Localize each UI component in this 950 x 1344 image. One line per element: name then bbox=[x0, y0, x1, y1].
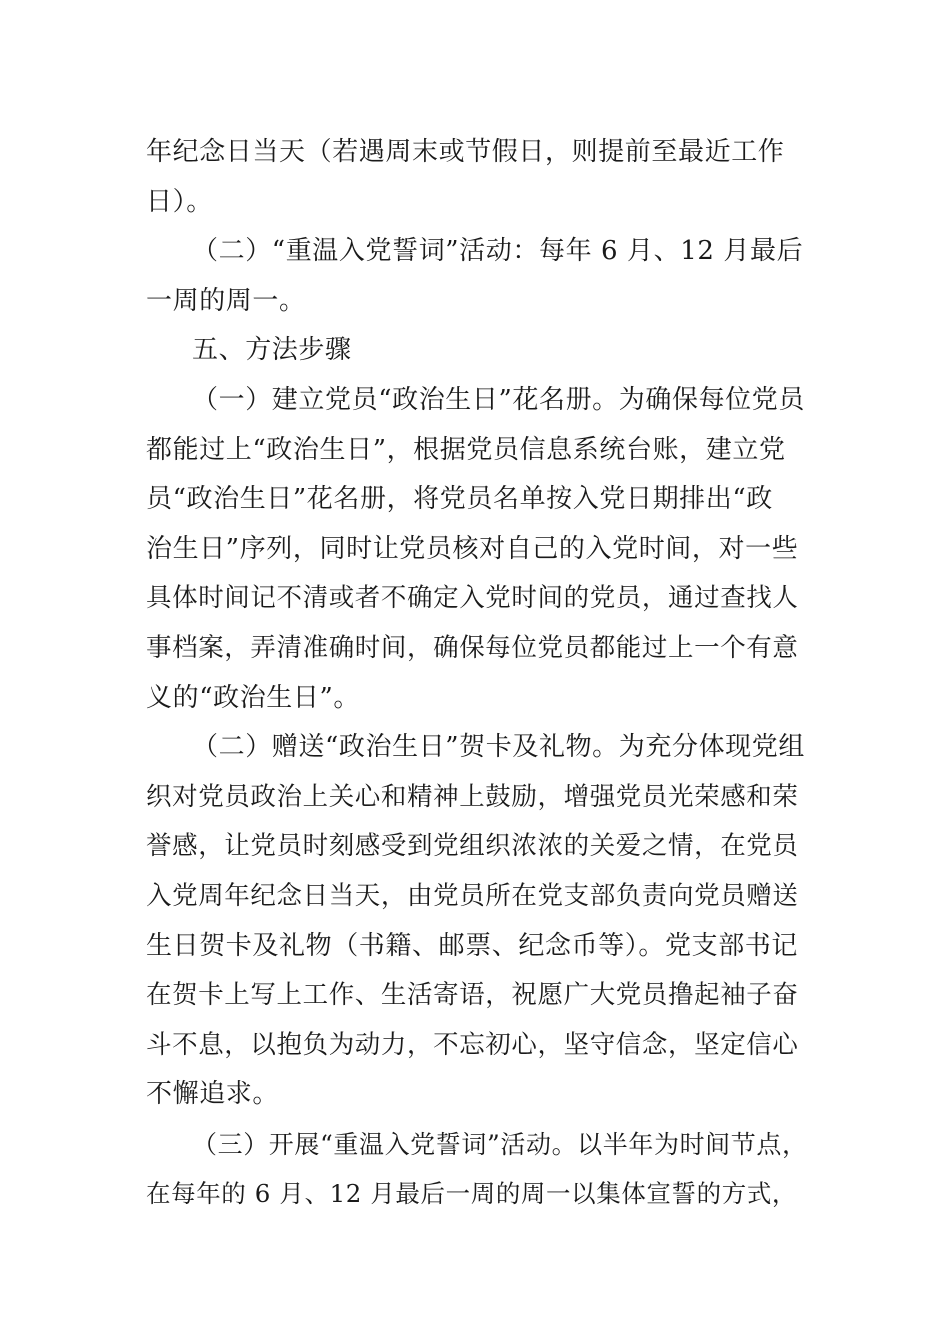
text-line-15: 誉感，让党员时刻感受到党组织浓浓的关爱之情，在党员 bbox=[146, 831, 799, 862]
text-line-4: 一周的周一。 bbox=[146, 285, 306, 316]
section-heading: 五、方法步骤 bbox=[192, 335, 352, 366]
text-line-18: 在贺卡上写上工作、生活寄语，祝愿广大党员撸起袖子奋 bbox=[146, 980, 799, 1011]
text-line-2: 日）。 bbox=[146, 186, 213, 217]
text-line-16: 入党周年纪念日当天，由党员所在党支部负责向党员赠送 bbox=[146, 880, 799, 911]
text-line-3: （二）“重温入党誓词”活动：每年 6 月、12 月最后 bbox=[192, 236, 804, 267]
text-line-22: 在每年的 6 月、12 月最后一周的周一以集体宣誓的方式， bbox=[146, 1179, 798, 1209]
text-line-14: 织对党员政治上关心和精神上鼓励，增强党员光荣感和荣 bbox=[146, 781, 799, 812]
text-line-20: 不懈追求。 bbox=[146, 1079, 280, 1110]
text-line-12: 义的“政治生日”。 bbox=[146, 682, 360, 713]
text-line-13: （二）赠送“政治生日”贺卡及礼物。为充分体现党组 bbox=[192, 732, 805, 763]
text-line-9: 治生日”序列，同时让党员核对自己的入党时间，对一些 bbox=[146, 533, 799, 564]
text-line-7: 都能过上“政治生日”，根据党员信息系统台账，建立党 bbox=[146, 434, 786, 465]
text-line-6: （一）建立党员“政治生日”花名册。为确保每位党员 bbox=[192, 384, 805, 415]
text-line-19: 斗不息，以抱负为动力，不忘初心，坚守信念，坚定信心 bbox=[146, 1029, 799, 1060]
text-line-10: 具体时间记不清或者不确定入党时间的党员，通过查找人 bbox=[146, 583, 799, 614]
text-line-21: （三）开展“重温入党誓词”活动。以半年为时间节点， bbox=[192, 1129, 808, 1159]
document-body bbox=[146, 128, 808, 1219]
text-line-1: 年纪念日当天（若遇周末或节假日，则提前至最近工作 bbox=[146, 137, 785, 167]
text-line-11: 事档案，弄清准确时间，确保每位党员都能过上一个有意 bbox=[146, 632, 799, 663]
text-line-8: 员“政治生日”花名册，将党员名单按入党日期排出“政 bbox=[146, 484, 773, 515]
text-line-17: 生日贺卡及礼物（书籍、邮票、纪念币等）。党支部书记 bbox=[146, 930, 799, 961]
